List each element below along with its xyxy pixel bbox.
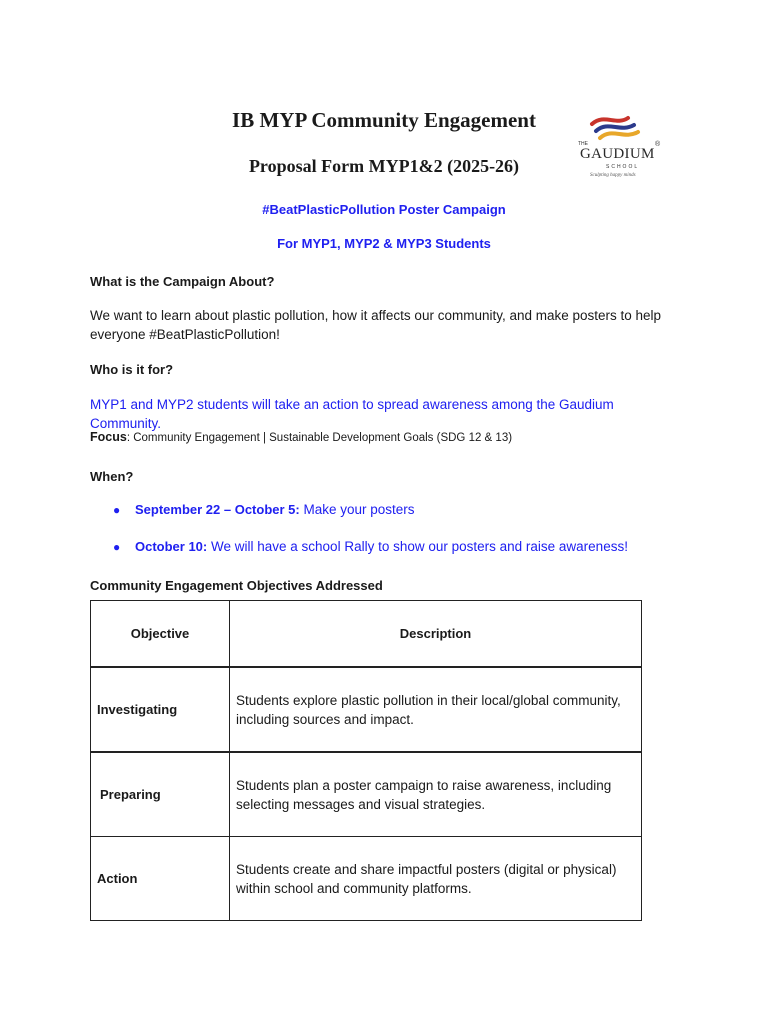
campaign-name: #BeatPlasticPollution Poster Campaign xyxy=(262,202,506,217)
who-text: MYP1 and MYP2 students will take an action to spread awareness among the Gaudium Community. xyxy=(90,397,614,431)
when-heading: When? xyxy=(90,469,134,484)
objective-name: Action xyxy=(91,837,230,921)
table-row xyxy=(91,667,642,752)
gaudium-logo xyxy=(576,114,666,184)
logo-name: GAUDIUM xyxy=(580,146,655,162)
column-header-objective: Objective xyxy=(91,601,230,668)
campaign-audience: For MYP1, MYP2 & MYP3 Students xyxy=(277,236,491,251)
logo-registered-mark: ® xyxy=(655,141,661,148)
page-title: IB MYP Community Engagement xyxy=(232,108,536,132)
objective-name: Investigating xyxy=(91,667,230,752)
when-item xyxy=(113,539,628,554)
bullet-icon: ● xyxy=(113,503,121,517)
objective-description: Students explore plastic pollution in their local/global community, including sources and impact. xyxy=(230,667,642,752)
objective-description: Students plan a poster campaign to raise awareness, including selecting messages and visual strategies. xyxy=(230,752,642,837)
objective-name: Preparing xyxy=(91,752,230,837)
logo-stripes-icon xyxy=(576,114,666,146)
objective-description: Students create and share impactful posters (digital or physical) within school and community platforms. xyxy=(230,837,642,921)
focus-label: Focus xyxy=(90,430,127,444)
when-item-date: September 22 – October 5: xyxy=(135,502,300,517)
column-header-description: Description xyxy=(230,601,642,668)
about-text: We want to learn about plastic pollution, how it affects our community, and make posters to help everyone #BeatPlasticPollution! xyxy=(90,308,662,342)
focus-line xyxy=(90,430,512,444)
objectives-heading: Community Engagement Objectives Addressed xyxy=(90,578,383,593)
logo-the: THE xyxy=(578,141,588,147)
logo-school: SCHOOL xyxy=(606,164,640,170)
objectives-table xyxy=(90,600,642,921)
when-item-text: We will have a school Rally to show our posters and raise awareness! xyxy=(207,539,628,554)
bullet-icon: ● xyxy=(113,540,121,554)
who-heading: Who is it for? xyxy=(90,362,174,377)
page-subtitle: Proposal Form MYP1&2 (2025-26) xyxy=(248,156,520,176)
table-row xyxy=(91,752,642,837)
table-row xyxy=(91,837,642,921)
logo-tagline: Sculpting happy minds xyxy=(590,173,636,178)
table-header-row xyxy=(91,601,642,668)
about-heading: What is the Campaign About? xyxy=(90,274,275,289)
focus-text: : Community Engagement | Sustainable Development Goals (SDG 12 & 13) xyxy=(126,432,513,444)
when-item xyxy=(113,502,415,517)
when-item-date: October 10: xyxy=(135,539,208,554)
when-item-text: Make your posters xyxy=(299,502,415,517)
